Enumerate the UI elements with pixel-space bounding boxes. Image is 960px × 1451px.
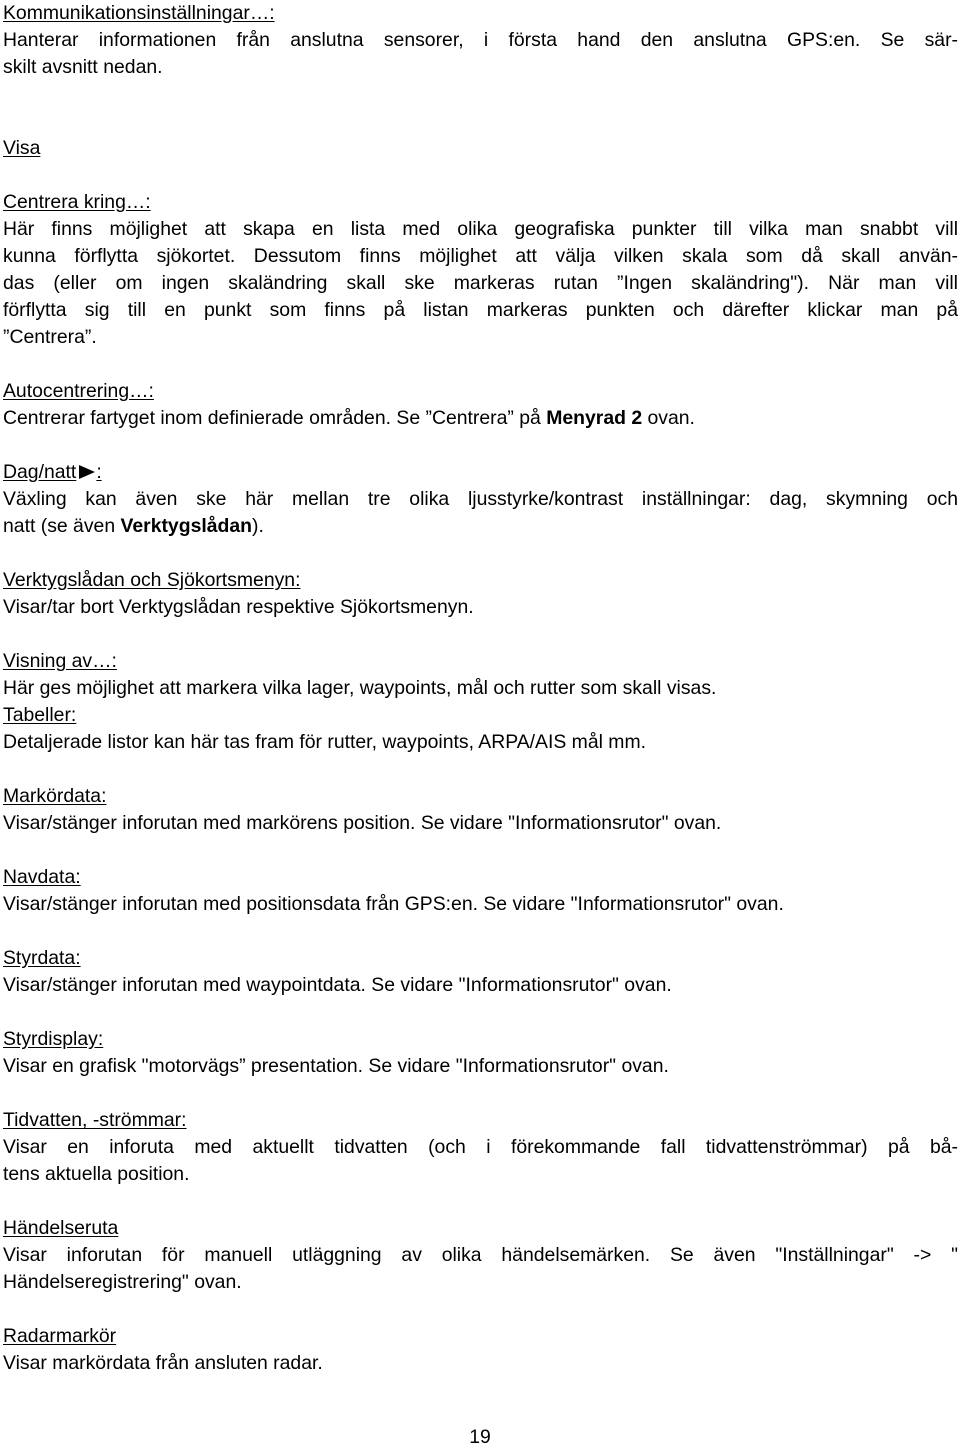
heading-tidvatten: Tidvatten, -strömmar: bbox=[3, 1109, 187, 1131]
heading-markordata: Markördata: bbox=[3, 785, 107, 807]
section-radarmarkor bbox=[3, 1323, 958, 1377]
heading-navdata: Navdata: bbox=[3, 866, 81, 888]
section-handelseruta bbox=[3, 1215, 958, 1296]
section-autocentrering bbox=[3, 378, 958, 432]
section-verktyg bbox=[3, 567, 958, 621]
section-dagnatt bbox=[3, 459, 958, 540]
spacer bbox=[3, 1188, 958, 1215]
heading-visning: Visning av…: bbox=[3, 650, 117, 672]
heading-handelseruta: Händelseruta bbox=[3, 1217, 119, 1239]
dagnatt-text-line-1: Växling kan även ske här mellan tre olika ljusstyrke/kontrast inställningar: dag, skymning och bbox=[3, 488, 958, 510]
spacer bbox=[3, 621, 958, 648]
dagnatt-line2-bold: Verktygslådan bbox=[120, 515, 252, 537]
radarmarkor-text: Visar markördata från ansluten radar. bbox=[3, 1352, 323, 1374]
autocentrering-text bbox=[3, 405, 958, 432]
section-navdata bbox=[3, 864, 958, 918]
tidvatten-text-line-2: tens aktuella position. bbox=[3, 1163, 190, 1185]
right-triangle-icon bbox=[79, 465, 95, 479]
heading-centrera: Centrera kring…: bbox=[3, 191, 151, 213]
heading-tabeller: Tabeller: bbox=[3, 704, 77, 726]
spacer bbox=[3, 540, 958, 567]
kommunikation-text-line-1: Hanterar informationen från anslutna sensorer, i första hand den anslutna GPS:en. Se sär- bbox=[3, 29, 958, 51]
spacer bbox=[3, 999, 958, 1026]
spacer bbox=[3, 351, 958, 378]
kommunikation-text-line-2: skilt avsnitt nedan. bbox=[3, 56, 163, 78]
dagnatt-line2-b: ). bbox=[252, 515, 264, 537]
spacer bbox=[3, 756, 958, 783]
heading-dagnatt-label: Dag/natt bbox=[3, 461, 77, 483]
handelseruta-text-line-2: Händelseregistrering" ovan. bbox=[3, 1271, 242, 1293]
spacer bbox=[3, 1080, 958, 1107]
autocentrering-bold: Menyrad 2 bbox=[546, 407, 643, 429]
heading-verktyg: Verktygslådan och Sjökortsmenyn: bbox=[3, 569, 301, 591]
section-tabeller bbox=[3, 702, 958, 756]
section-visning bbox=[3, 648, 958, 702]
styrdisplay-text: Visar en grafisk "motorvägs” presentation. Se vidare "Informationsrutor" ovan. bbox=[3, 1055, 669, 1077]
autocentrering-text-a: Centrerar fartyget inom definierade områden. Se ”Centrera” på bbox=[3, 407, 547, 429]
spacer bbox=[3, 837, 958, 864]
spacer bbox=[3, 108, 958, 135]
page-number: 19 bbox=[469, 1426, 491, 1448]
centrera-text-line-1: Här finns möjlighet att skapa en lista med olika geografiska punkter till vilka man snabbt vill bbox=[3, 218, 958, 240]
visning-text: Här ges möjlighet att markera vilka lager, waypoints, mål och rutter som skall visas. bbox=[3, 677, 717, 699]
spacer bbox=[3, 81, 958, 108]
dagnatt-line2-a: natt (se även bbox=[3, 515, 121, 537]
markordata-text: Visar/stänger inforutan med markörens position. Se vidare "Informationsrutor" ovan. bbox=[3, 812, 722, 834]
spacer bbox=[3, 162, 958, 189]
heading-styrdisplay: Styrdisplay: bbox=[3, 1028, 104, 1050]
dagnatt-text-line-2 bbox=[3, 513, 958, 540]
spacer bbox=[3, 432, 958, 459]
heading-kommunikation: Kommunikationsinställningar…: bbox=[3, 2, 275, 24]
spacer bbox=[3, 1296, 958, 1323]
heading-autocentrering: Autocentrering…: bbox=[3, 380, 154, 402]
styrdata-text: Visar/stänger inforutan med waypointdata. Se vidare "Informationsrutor" ovan. bbox=[3, 974, 672, 996]
spacer bbox=[3, 918, 958, 945]
section-centrera bbox=[3, 189, 958, 351]
autocentrering-text-b: ovan. bbox=[642, 407, 695, 429]
tabeller-text: Detaljerade listor kan här tas fram för rutter, waypoints, ARPA/AIS mål mm. bbox=[3, 731, 646, 753]
centrera-text-line-2: kunna förflytta sjökortet. Dessutom finns möjlighet att välja vilken skala som då skall använ- bbox=[3, 245, 958, 267]
heading-styrdata: Styrdata: bbox=[3, 947, 81, 969]
centrera-text-line-5: ”Centrera”. bbox=[3, 326, 97, 348]
navdata-text: Visar/stänger inforutan med positionsdata från GPS:en. Se vidare "Informationsrutor" ovan. bbox=[3, 893, 784, 915]
heading-dagnatt-colon: : bbox=[96, 461, 102, 483]
centrera-text-line-3: das (eller om ingen skaländring skall ske markeras rutan ”Ingen skaländring"). När man vill bbox=[3, 272, 958, 294]
manual-page bbox=[3, 0, 958, 1377]
section-markordata bbox=[3, 783, 958, 837]
heading-dagnatt bbox=[3, 459, 958, 486]
section-styrdata bbox=[3, 945, 958, 999]
heading-radarmarkor: Radarmarkör bbox=[3, 1325, 117, 1347]
verktyg-text: Visar/tar bort Verktygslådan respektive Sjökortsmenyn. bbox=[3, 596, 474, 618]
tidvatten-text-line-1: Visar en inforuta med aktuellt tidvatten (och i förekommande fall tidvattenströmmar) på bå- bbox=[3, 1136, 958, 1158]
section-kommunikation bbox=[3, 0, 958, 81]
handelseruta-text-line-1: Visar inforutan för manuell utläggning av olika händelsemärken. Se även "Inställningar" -> " bbox=[3, 1244, 958, 1266]
centrera-text-line-4: förflytta sig till en punkt som finns på listan markeras punkten och därefter klickar man på bbox=[3, 299, 958, 321]
section-tidvatten bbox=[3, 1107, 958, 1188]
section-styrdisplay bbox=[3, 1026, 958, 1080]
section-title-visa: Visa bbox=[3, 137, 41, 159]
